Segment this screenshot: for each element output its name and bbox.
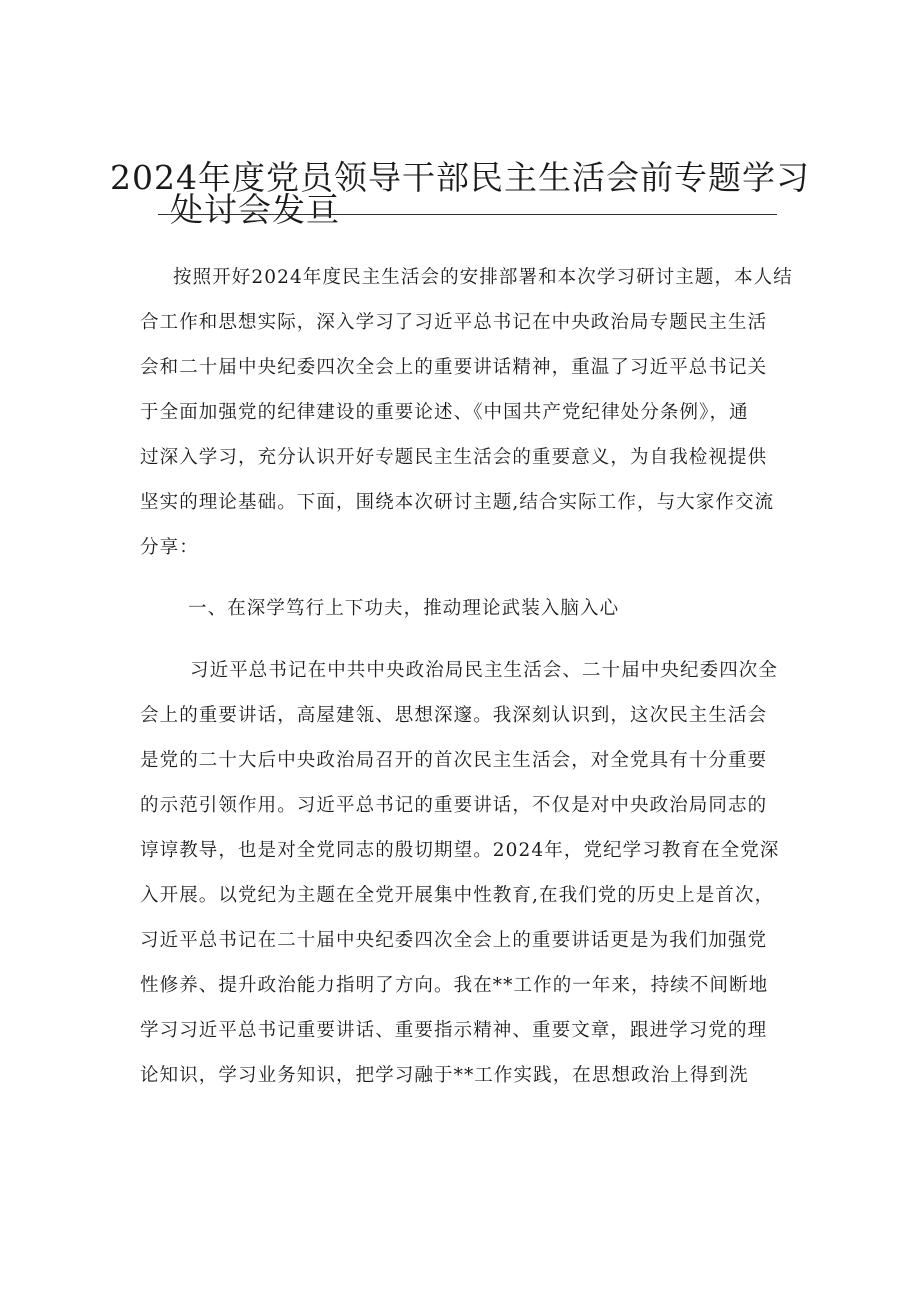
document-title-line-2: 处讨会发亘 [170, 190, 340, 229]
paragraph-2-line: 性修养、提升政治能力指明了方向。我在**工作的一年来，持续不间断地 [140, 975, 769, 996]
paragraph-1-line: 分享： [140, 537, 199, 558]
paragraph-1-line: 合工作和思想实际，深入学习了习近平总书记在中央政治局专题民主生活 [140, 312, 768, 333]
paragraph-2-line: 论知识，学习业务知识，把学习融于**工作实践，在思想政治上得到洗 [140, 1065, 749, 1086]
paragraph-2-line: 会上的重要讲话，高屋建瓴、思想深邃。我深刻认识到，这次民主生活会 [140, 705, 768, 726]
section-heading-1: 一、在深学笃行上下功夫，推动理论武装入脑入心 [188, 598, 620, 619]
paragraph-2-line: 的示范引领作用。习近平总书记的重要讲话，不仅是对中央政治局同志的 [140, 795, 768, 816]
paragraph-1-line: 坚实的理论基础。下面，围绕本次研讨主题,结合实际工作，与大家作交流 [140, 492, 775, 513]
document-title-line-1: 2024年度党员领导干部民主生活会前专题学习 [110, 158, 810, 197]
paragraph-2-line: 习近平总书记在二十届中央纪委四次全会上的重要讲话更是为我们加强党 [140, 930, 768, 951]
title-underline [158, 214, 777, 215]
paragraph-2-line: 入开展。以党纪为主题在全党开展集中性教育,在我们党的历史上是首次， [140, 885, 775, 906]
paragraph-1-line: 于全面加强党的纪律建设的重要论述、《中国共产党纪律处分条例》，通 [140, 402, 749, 423]
paragraph-1-line: 会和二十届中央纪委四次全会上的重要讲话精神，重温了习近平总书记关 [140, 357, 768, 378]
paragraph-1-line: 按照开好2024年度民主生活会的安排部署和本次学习研讨主题，本人结 [173, 267, 793, 288]
paragraph-2-line: 习近平总书记在中共中央政治局民主生活会、二十届中央纪委四次全 [190, 660, 779, 681]
paragraph-2-line: 谆谆教导，也是对全党同志的殷切期望。2024年，党纪学习教育在全党深 [140, 840, 780, 861]
paragraph-2-line: 是党的二十大后中央政治局召开的首次民主生活会，对全党具有十分重要 [140, 750, 768, 771]
paragraph-1-line: 过深入学习，充分认识开好专题民主生活会的重要意义，为自我检视提供 [140, 447, 768, 468]
paragraph-2-line: 学习习近平总书记重要讲话、重要指示精神、重要文章，跟进学习党的理 [140, 1020, 768, 1041]
